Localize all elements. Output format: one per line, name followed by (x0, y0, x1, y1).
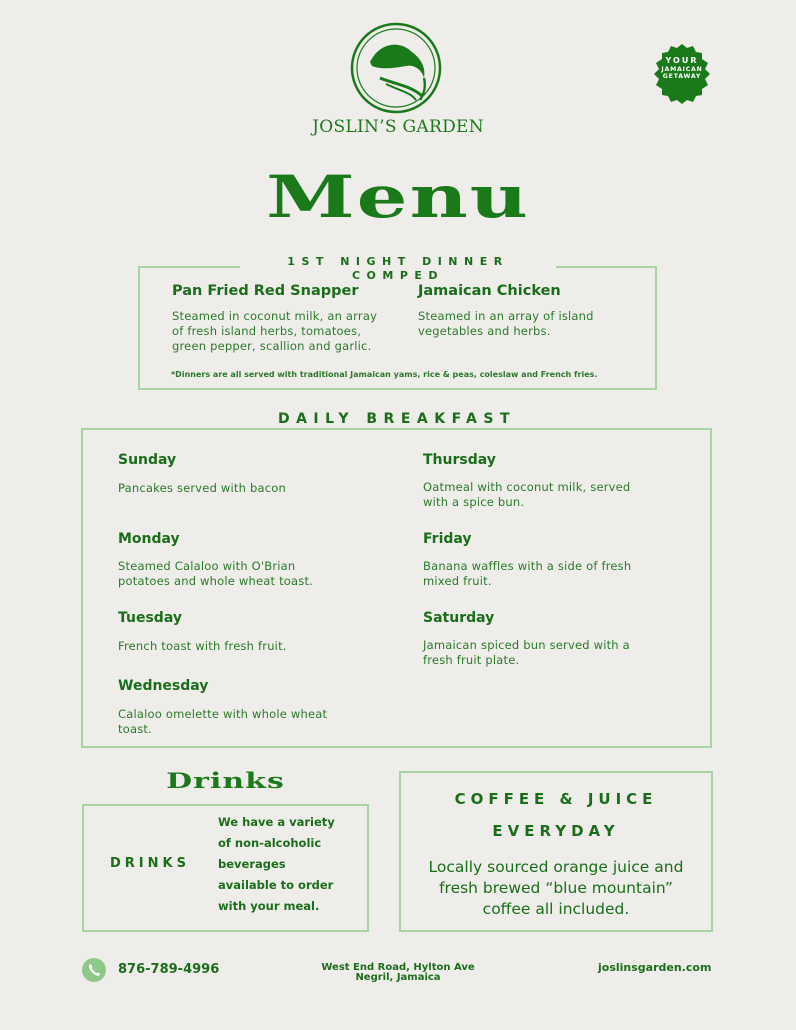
dish-desc-2 (418, 309, 594, 339)
dish-desc-2-line-2: vegetables and herbs. (418, 324, 551, 338)
meal-monday-line-2: potatoes and whole wheat toast. (118, 574, 314, 588)
website-link[interactable]: joslinsgarden.com (598, 961, 712, 974)
coffee-heading-1: COFFEE & JUICE (454, 790, 658, 808)
drinks-desc-line-5: with your meal. (218, 899, 320, 913)
badge-text (650, 56, 714, 80)
leaf-logo-icon (350, 22, 442, 114)
meal-friday-line-1: Banana waffles with a side of fresh (423, 559, 632, 573)
meal-tuesday (118, 639, 358, 654)
meal-wednesday-line-1: Calaloo omelette with whole wheat (118, 707, 328, 721)
day-wednesday: Wednesday (118, 678, 209, 694)
day-monday: Monday (118, 531, 180, 547)
badge-line-1: YOUR (665, 56, 699, 65)
day-tuesday: Tuesday (118, 610, 182, 626)
page-title: Menu (266, 163, 530, 231)
meal-saturday-line-2: fresh fruit plate. (423, 653, 520, 667)
dish-desc-2-line-1: Steamed in an array of island (418, 309, 594, 323)
dinner-section-label: 1ST NIGHT DINNER COMPED (240, 255, 556, 283)
drinks-desc-line-1: We have a variety (218, 815, 335, 829)
day-sunday: Sunday (118, 452, 177, 468)
coffee-heading-2: EVERYDAY (492, 822, 620, 840)
meal-monday (118, 559, 358, 589)
meal-monday-line-1: Steamed Calaloo with O'Brian (118, 559, 296, 573)
meal-sunday-line-1: Pancakes served with bacon (118, 481, 286, 495)
dish-desc-1-line-2: of fresh island herbs, tomatoes, (172, 324, 362, 338)
address-line-1: West End Road, Hylton Ave (321, 962, 475, 973)
phone-icon (82, 958, 106, 982)
address (300, 963, 496, 983)
brand-name: JOSLIN’S GARDEN (312, 117, 484, 137)
meal-friday-line-2: mixed fruit. (423, 574, 492, 588)
drinks-title: Drinks (166, 769, 285, 794)
day-friday: Friday (423, 531, 472, 547)
coffee-desc-line-1: Locally sourced orange juice and (428, 858, 684, 876)
dish-name-1: Pan Fried Red Snapper (172, 283, 359, 299)
day-thursday: Thursday (423, 452, 496, 468)
meal-thursday-line-1: Oatmeal with coconut milk, served (423, 480, 631, 494)
address-line-2: Negril, Jamaica (355, 972, 441, 983)
meal-saturday-line-1: Jamaican spiced bun served with a (423, 638, 630, 652)
drinks-desc-line-3: beverages (218, 857, 286, 871)
coffee-desc-line-3: coffee all included. (482, 900, 630, 918)
drinks-label: DRINKS (110, 856, 190, 871)
meal-friday (423, 559, 663, 589)
meal-sunday (118, 481, 358, 496)
dish-desc-1 (172, 309, 377, 354)
coffee-desc (412, 857, 700, 920)
meal-tuesday-line-1: French toast with fresh fruit. (118, 639, 287, 653)
drinks-desc-line-2: of non-alcoholic (218, 836, 322, 850)
breakfast-section-label: DAILY BREAKFAST (238, 410, 556, 428)
dish-name-2: Jamaican Chicken (418, 283, 561, 299)
meal-saturday (423, 638, 663, 668)
badge-line-2: JAMAICAN (661, 65, 703, 73)
dinner-note: *Dinners are all served with traditional Jamaican yams, rice & peas, coleslaw and French fries. (171, 370, 598, 379)
day-saturday: Saturday (423, 610, 495, 626)
badge-line-3: GETAWAY (662, 73, 702, 81)
drinks-desc-line-4: available to order (218, 878, 334, 892)
dish-desc-1-line-1: Steamed in coconut milk, an array (172, 309, 378, 323)
meal-thursday (423, 480, 663, 510)
meal-wednesday (118, 707, 358, 737)
meal-wednesday-line-2: toast. (118, 722, 152, 736)
coffee-desc-line-2: fresh brewed “blue mountain” (439, 879, 673, 897)
drinks-desc (218, 812, 358, 917)
phone-number: 876-789-4996 (118, 962, 220, 977)
dish-desc-1-line-3: green pepper, scallion and garlic. (172, 339, 372, 353)
meal-thursday-line-2: with a spice bun. (423, 495, 525, 509)
